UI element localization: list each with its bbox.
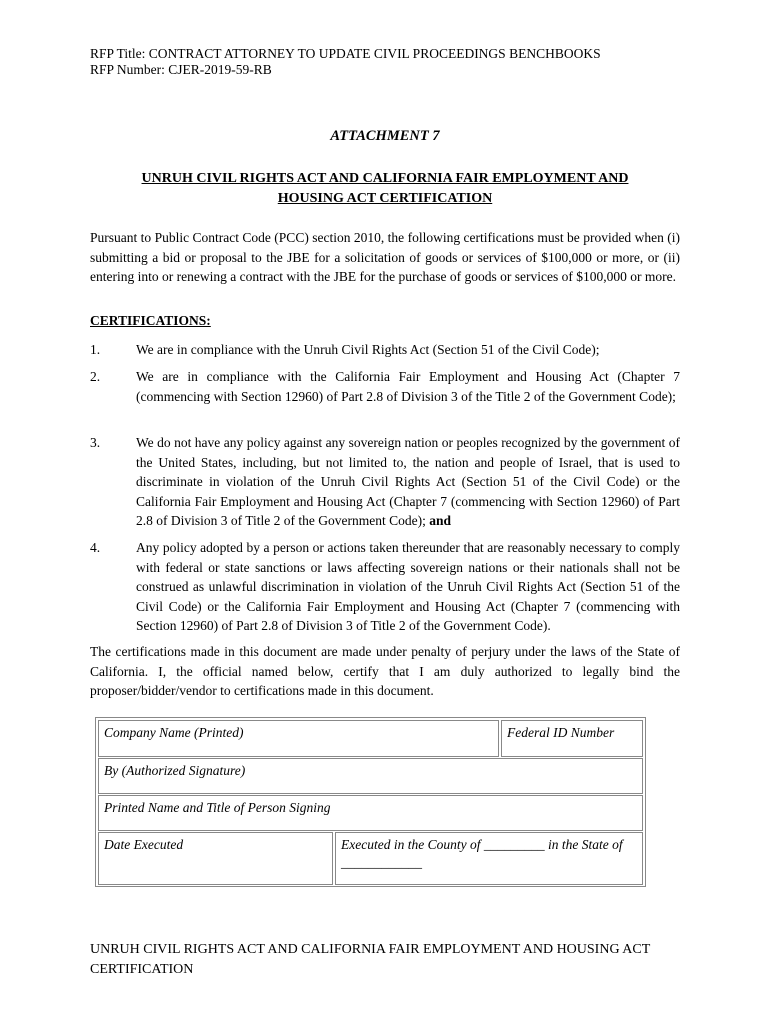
item-number: 2. (90, 369, 101, 384)
title-line-2: HOUSING ACT CERTIFICATION (277, 191, 493, 206)
item-text-wrap (136, 433, 680, 531)
item-text: We do not have any policy against any sovereign nation or peoples recognized by the government of the United States, including, but not limited to, the nation and people of Israel, that is used to discriminate in violation of the Unruh Civil Rights Act (Section 51 of the Civil Code) or the California Fair Employment and Housing Act (Chapter 7 (commencing with Section 12960) of Part 2.8 of Division 3 of Title 2 of the Government Code); (136, 435, 680, 528)
date-executed-field[interactable]: Date Executed (98, 832, 333, 885)
rfp-number: RFP Number: CJER-2019-59-RB (90, 62, 272, 77)
signature-table (95, 717, 646, 887)
attachment-label: ATTACHMENT 7 (330, 128, 440, 144)
page-footer: UNRUH CIVIL RIGHTS ACT AND CALIFORNIA FAIR EMPLOYMENT AND HOUSING ACT CERTIFICATION (90, 942, 651, 977)
rfp-title: RFP Title: CONTRACT ATTORNEY TO UPDATE CIVIL PROCEEDINGS BENCHBOOKS (90, 46, 601, 61)
item-number: 3. (90, 435, 101, 450)
authorized-signature-field[interactable]: By (Authorized Signature) (98, 758, 643, 794)
executed-county-field[interactable]: Executed in the County of _________ in the State of ____________ (335, 832, 643, 885)
document-title (90, 169, 680, 209)
item-number: 1. (90, 342, 101, 357)
certifications-heading: CERTIFICATIONS: (90, 313, 211, 328)
item-suffix: and (429, 513, 452, 528)
title-line-1: UNRUH CIVIL RIGHTS ACT AND CALIFORNIA FAIR EMPLOYMENT AND (141, 171, 629, 186)
item-text: We are in compliance with the California Fair Employment and Housing Act (Chapter 7 (commencing with Section 12960) of Part 2.8 of Division 3 of the Title 2 of the Government Code); (136, 369, 680, 404)
printed-name-field[interactable]: Printed Name and Title of Person Signing (98, 795, 643, 831)
federal-id-field[interactable]: Federal ID Number (501, 720, 643, 757)
intro-paragraph: Pursuant to Public Contract Code (PCC) section 2010, the following certifications must be provided when (i) submitting a bid or proposal to the JBE for a solicitation of goods or services of $100,000 or more, or (ii) entering into or renewing a contract with the JBE for the purchase of goods or services of $100,000 or more. (90, 230, 680, 284)
company-name-field[interactable]: Company Name (Printed) (98, 720, 499, 757)
item-text: Any policy adopted by a person or actions taken thereunder that are reasonably necessary to comply with federal or state sanctions or laws affecting sovereign nations or their nationals shall not be construed as unlawful discrimination in violation of the Unruh Civil Rights Act (Section 51 of the Civil Code) or the California Fair Employment and Housing Act (Chapter 7 (commencing with Section 12960) of Part 2.8 of Division 3 of Title 2 of the Government Code). (136, 540, 680, 633)
closing-paragraph: The certifications made in this document are made under penalty of perjury under the laws of the State of California. I, the official named below, certify that I am duly authorized to legally bind the proposer/bidder/vendor to certifications made in this document. (90, 644, 680, 698)
rfp-header (90, 46, 601, 78)
item-text: We are in compliance with the Unruh Civil Rights Act (Section 51 of the Civil Code); (136, 342, 600, 357)
item-number: 4. (90, 540, 101, 555)
